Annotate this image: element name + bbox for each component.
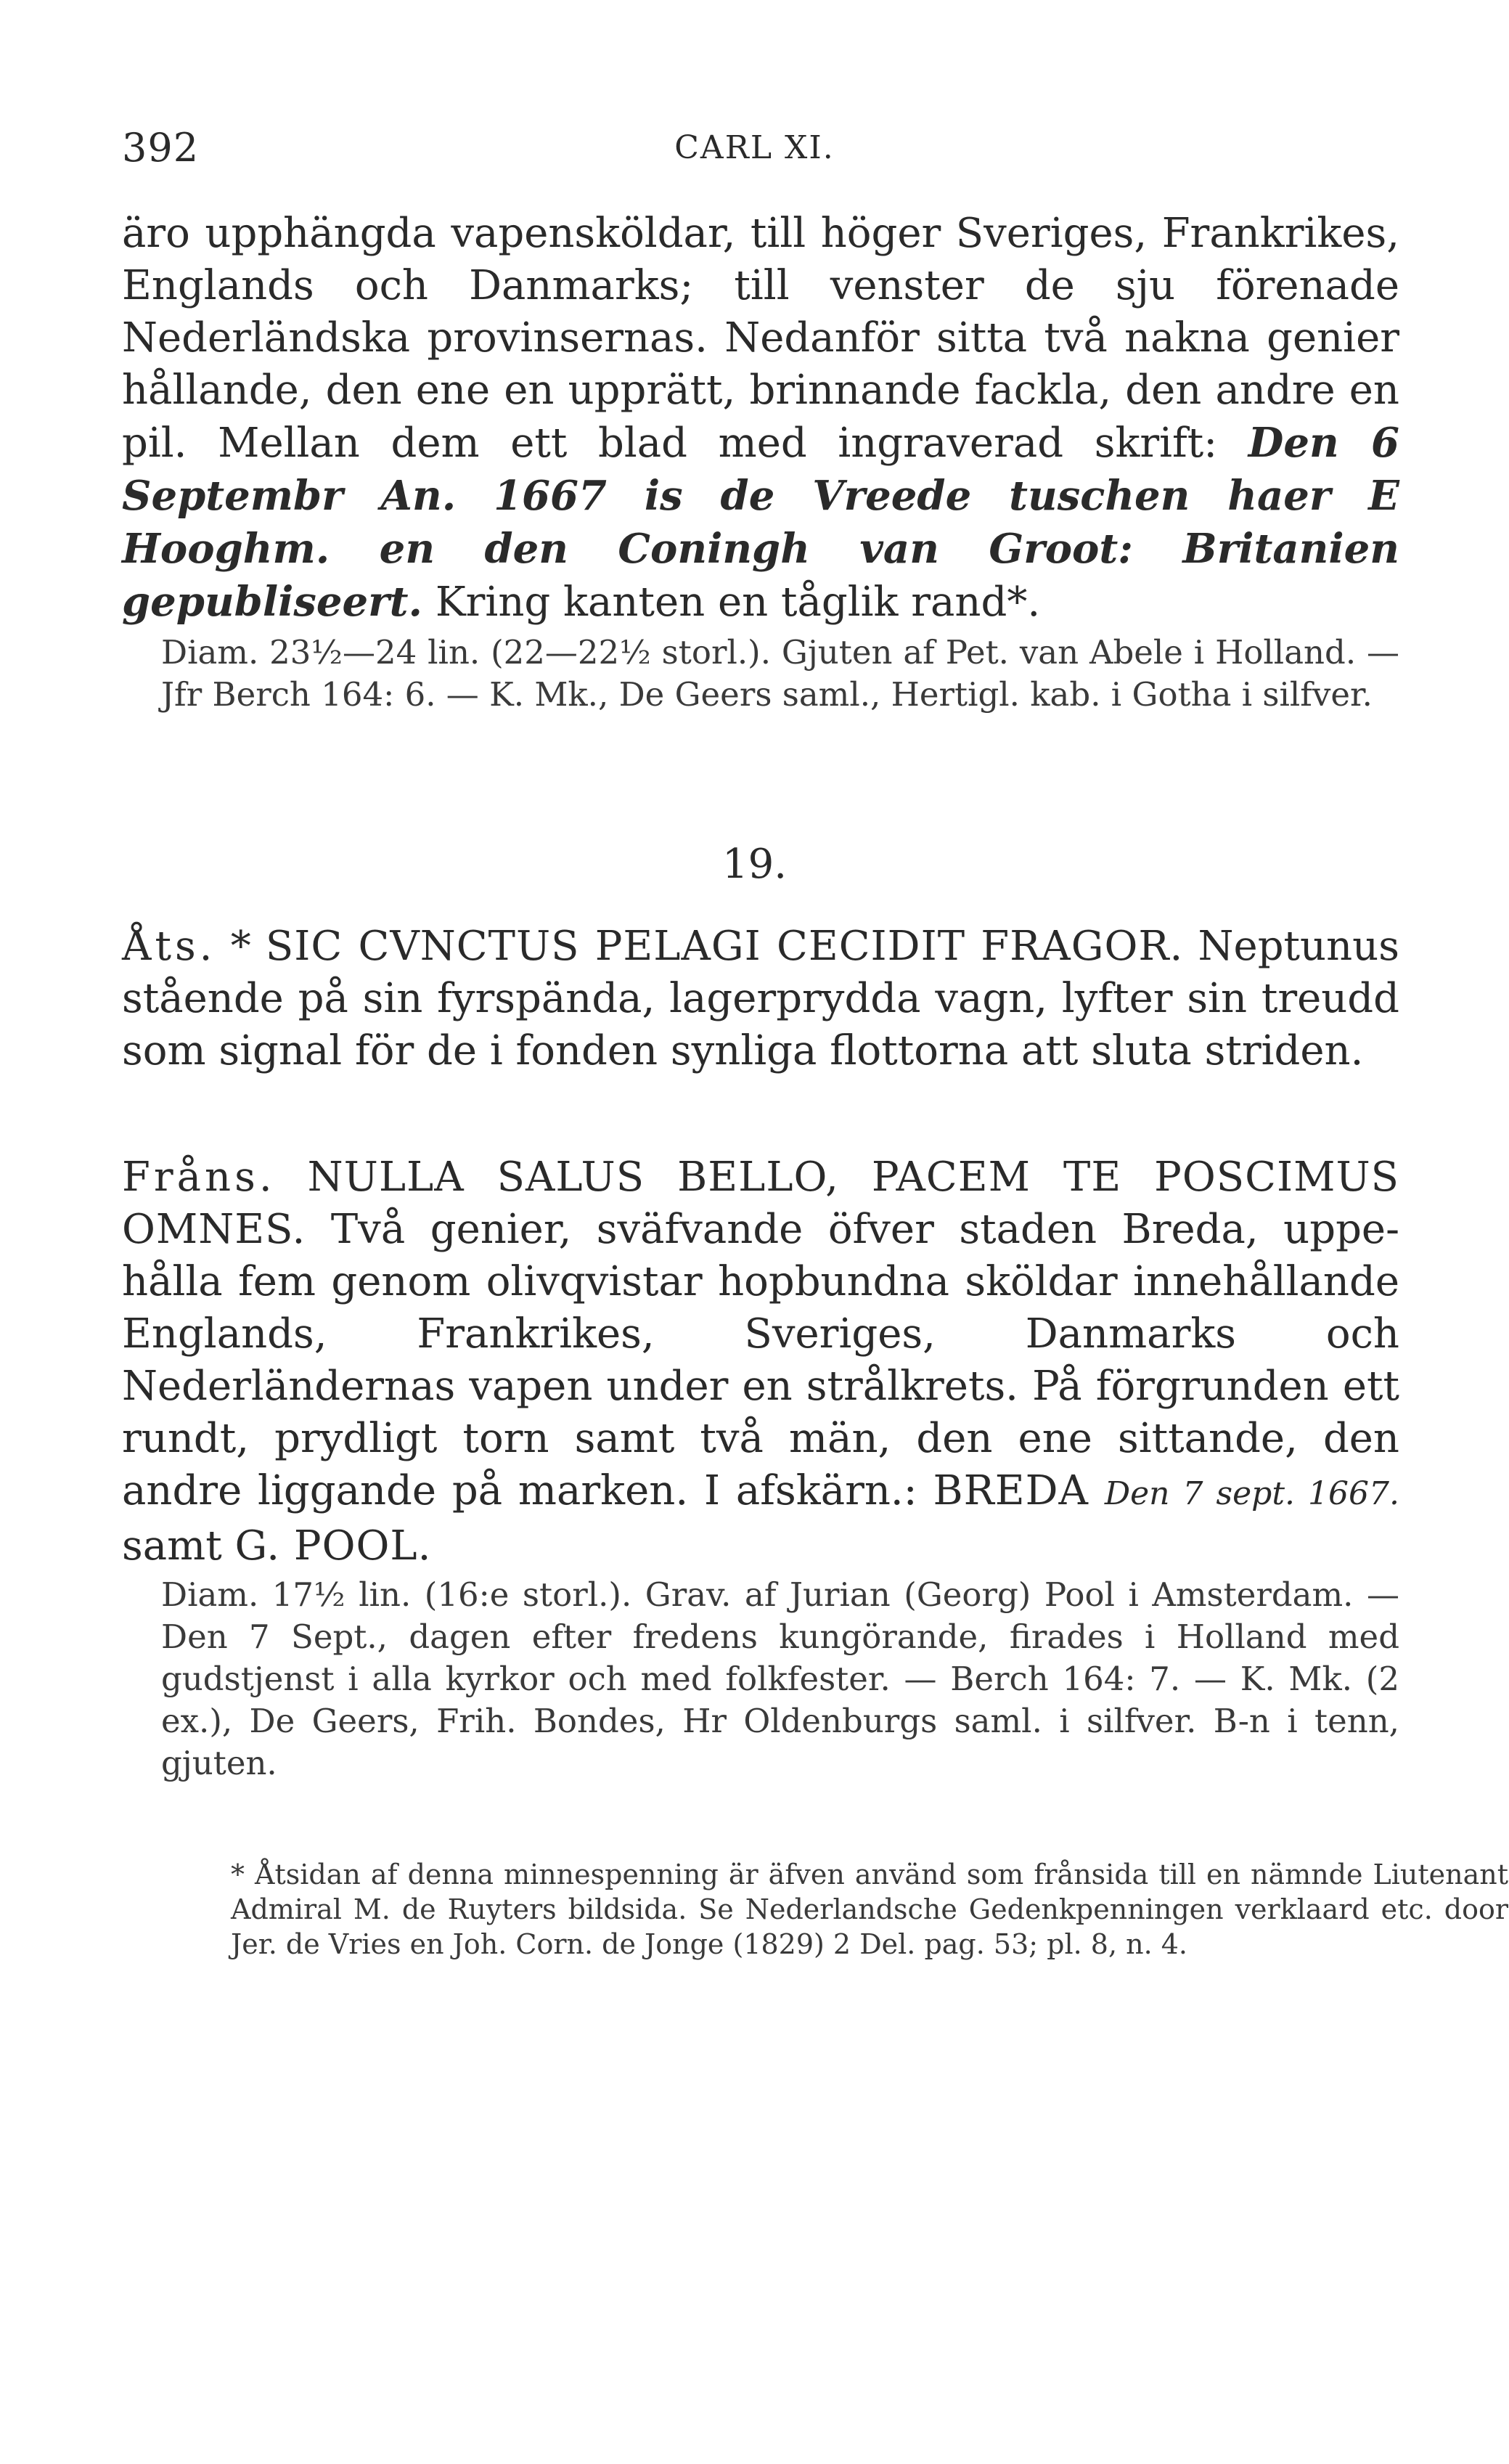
medal-note-2: Diam. 17½ lin. (16:e storl.). Grav. af Jurian (Georg) Pool i Amsterdam. — Den 7 Sept., dagen efter fredens kungörande, firades i Holland med gudstjenst i alla kyrkor och med folkfester. — Berch 164: 7. — K. Mk. (2 ex.), De Geers, Frih. Bondes, Hr Oldenburgs saml. i silfver. B-n i tenn, gjuten. xyxy=(161,1575,1399,1782)
obverse-label: Åts. xyxy=(122,923,216,970)
medal-note-1: Diam. 23½—24 lin. (22—22½ storl.). Gjuten af Pet. van Abele i Holland. — Jfr Berch 164: 6. — K. Mk., De Geers saml., Hertigl. kab. i Gotha i silfver. xyxy=(161,633,1399,714)
running-head: CARL XI. xyxy=(674,129,835,166)
obverse-legend: SIC CVNCTUS PELAGI CECIDIT FRAGOR. xyxy=(265,923,1184,970)
paragraph-1-text: äro upphängda vapensköldar, till höger Sveriges, Frankrikes, Englands och Danmarks; till venster de sju förenade Nederländska provinsernas. Nedanför sitta två nakna genier hållande, den ene en upprätt, brinnande fackla, den andre en pil. Mellan dem ett blad med ingraverad skrift: xyxy=(122,210,1399,467)
footnote-text: Åtsidan af denna minnespenning är äfven använd som frånsida till en nämnde Liutenant Admiral M. de Ruyters bildsida. Se Nederlandsche Gedenkpenningen verklaard etc. door Jer. de Vries en Joh. Corn. de Jonge (1829) 2 Del. pag. 53; pl. 8, n. 4. xyxy=(231,1859,1508,1960)
footnote xyxy=(122,1857,1508,1962)
paragraph-1 xyxy=(122,208,1399,629)
paragraph-1-tail: Kring kanten en tåglik rand*. xyxy=(435,579,1041,626)
reverse-label: Fråns. xyxy=(122,1154,276,1201)
exergue-breda: BREDA xyxy=(933,1467,1089,1514)
paragraph-reverse xyxy=(122,1151,1399,1572)
medal-inscription: Den 6 Septembr An. 1667 is de Vreede tuschen haer E Hooghm. en den Coningh van Groot: Britanien gepubliseert. xyxy=(122,419,1399,626)
page-header xyxy=(122,125,1387,176)
footnote-mark-bottom: * xyxy=(231,1859,245,1890)
reverse-description: Två genier, sväfvande öfver staden Breda, uppehålla fem genom olivqvistar hopbundna sköldar innehållande Englands, Frankrikes, Sveriges, Danmarks och Nederländernas vapen under en strålkrets. På förgrunden ett rundt, prydligt torn samt två män, den ene sittande, den andre liggande på marken. I afskärn.: xyxy=(122,1206,1399,1514)
obverse-description: Neptunus stående på sin fyrspända, lagerprydda vagn, lyfter sin treudd som signal för de i fonden synliga flottorna att sluta striden. xyxy=(122,923,1399,1074)
reverse-legend: NULLA SALUS BELLO, PACEM TE POSCIMUS OMNES. xyxy=(122,1154,1399,1253)
exergue-date: Den 7 sept. 1667. xyxy=(1104,1475,1399,1512)
paragraph-obverse xyxy=(122,921,1399,1077)
footnote-mark: * xyxy=(230,923,251,970)
exergue-signature: G. POOL. xyxy=(234,1522,432,1570)
exergue-samt: samt xyxy=(122,1522,222,1570)
section-number: 19. xyxy=(721,841,788,888)
page-number: 392 xyxy=(122,125,200,171)
